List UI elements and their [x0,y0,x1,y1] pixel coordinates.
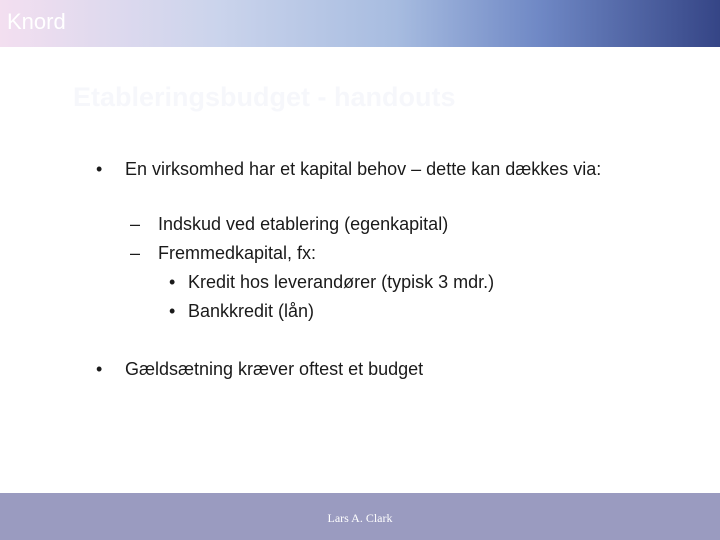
bullet-marker: • [96,359,103,379]
bullet-marker: • [169,301,176,321]
bullet-text: Fremmedkapital, fx: [158,243,317,263]
brand-logo-text: Knord [7,9,66,34]
bullet-marker: • [96,159,103,179]
bullet-text: Kredit hos leverandører (typisk 3 mdr.) [188,272,495,292]
bullet-text: Indskud ved etablering (egenkapital) [158,214,449,234]
footer-author: Lars A. Clark [327,511,393,525]
slide-title: Etableringsbudget - handouts [73,82,456,112]
footer-band [0,493,720,540]
bullet-text: En virksomhed har et kapital behov – dette kan dækkes via: [125,159,602,179]
bullet-text: Gældsætning kræver oftest et budget [125,359,424,379]
bullet-text: Bankkredit (lån) [188,301,315,321]
header-band [0,0,720,47]
bullet-marker: • [169,272,176,292]
dash-marker: – [130,214,141,234]
dash-marker: – [130,243,141,263]
